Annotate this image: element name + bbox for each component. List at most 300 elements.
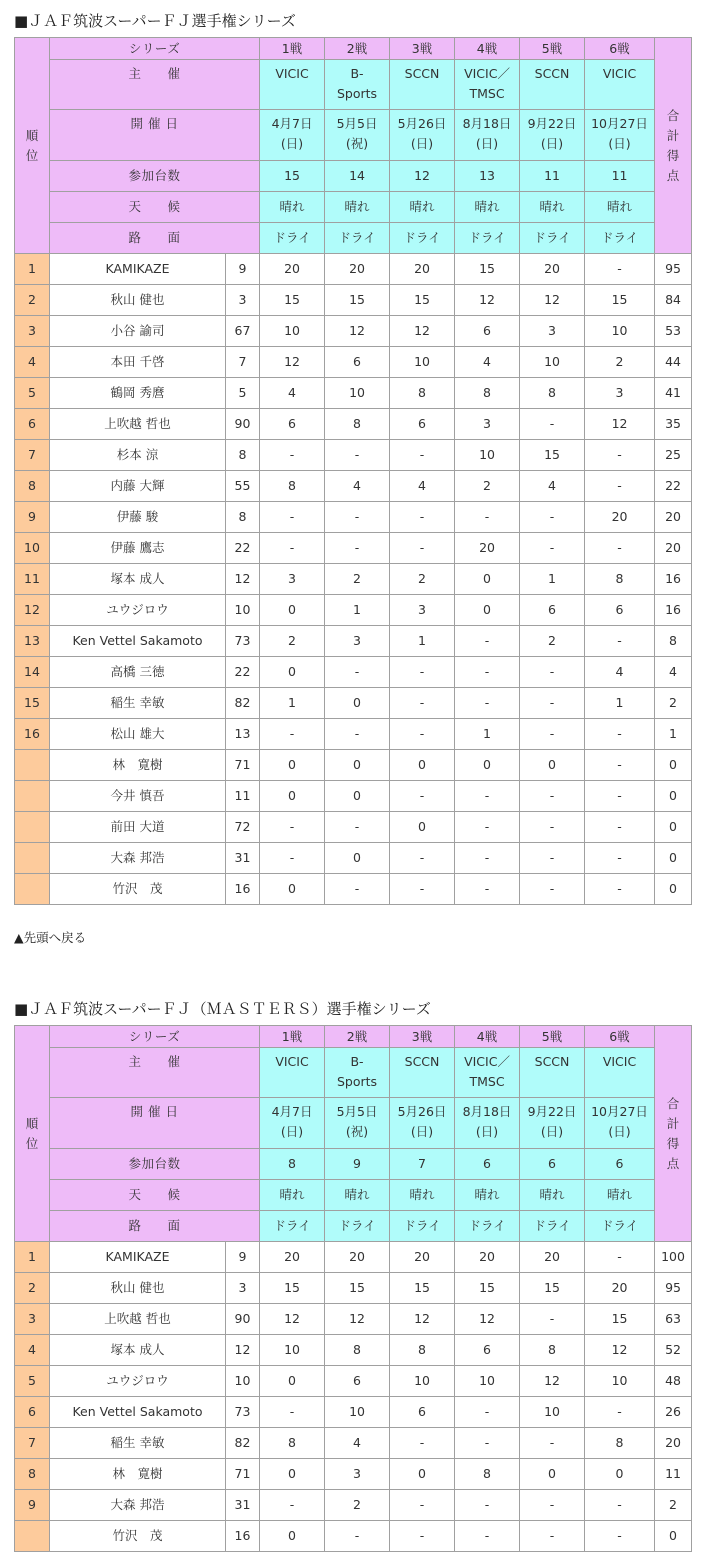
total-points: 48 bbox=[655, 1366, 692, 1397]
total-points: 44 bbox=[655, 347, 692, 378]
round-points: 20 bbox=[390, 1242, 455, 1273]
round-points: - bbox=[520, 1490, 585, 1521]
round-points: 15 bbox=[585, 1304, 655, 1335]
round-points: 10 bbox=[585, 1366, 655, 1397]
round-host bbox=[455, 60, 520, 110]
car-number: 11 bbox=[226, 781, 260, 812]
round-points: 15 bbox=[455, 1273, 520, 1304]
round-points: 0 bbox=[585, 1459, 655, 1490]
round-points: - bbox=[520, 1428, 585, 1459]
round-points: - bbox=[390, 688, 455, 719]
round-points: - bbox=[585, 1490, 655, 1521]
table-row bbox=[15, 409, 692, 440]
round-points: - bbox=[260, 1490, 325, 1521]
round-points: 10 bbox=[520, 347, 585, 378]
cell-line: (日) bbox=[410, 136, 434, 151]
cell-line: B- bbox=[350, 66, 364, 81]
round-points: - bbox=[585, 781, 655, 812]
round-points: 20 bbox=[455, 1242, 520, 1273]
cell-line: TMSC bbox=[469, 86, 505, 101]
round-points: 8 bbox=[520, 1335, 585, 1366]
rank-cell: 9 bbox=[15, 502, 50, 533]
round-points: 0 bbox=[325, 750, 390, 781]
total-points: 11 bbox=[655, 1459, 692, 1490]
round-points: 20 bbox=[585, 1273, 655, 1304]
rank-cell: 2 bbox=[15, 1273, 50, 1304]
table-row bbox=[15, 440, 692, 471]
round-points: 0 bbox=[455, 750, 520, 781]
table-row bbox=[15, 626, 692, 657]
round-points: 4 bbox=[325, 1428, 390, 1459]
round-surface: ドライ bbox=[520, 223, 585, 254]
round-points: 6 bbox=[325, 347, 390, 378]
round-points: - bbox=[325, 719, 390, 750]
round-surface: ドライ bbox=[390, 1211, 455, 1242]
driver-name: 内藤 大輝 bbox=[50, 471, 226, 502]
round-label: 1戦 bbox=[260, 1026, 325, 1048]
cell-line: (日) bbox=[540, 136, 564, 151]
round-points: - bbox=[520, 688, 585, 719]
round-points: 15 bbox=[260, 285, 325, 316]
total-points: 16 bbox=[655, 595, 692, 626]
round-host bbox=[390, 1048, 455, 1098]
cell-line: 9月22日 bbox=[527, 116, 577, 131]
round-surface: ドライ bbox=[260, 1211, 325, 1242]
round-points: - bbox=[455, 688, 520, 719]
round-points: 0 bbox=[520, 1459, 585, 1490]
round-points: 12 bbox=[390, 1304, 455, 1335]
driver-name: 竹沢 茂 bbox=[50, 1521, 226, 1552]
round-points: 20 bbox=[455, 533, 520, 564]
round-points: 1 bbox=[390, 626, 455, 657]
cell-line: 点 bbox=[666, 1155, 680, 1171]
rank-cell: 3 bbox=[15, 1304, 50, 1335]
header-row-entries bbox=[15, 161, 692, 192]
round-points: - bbox=[325, 1521, 390, 1552]
driver-name: 秋山 健也 bbox=[50, 285, 226, 316]
driver-name: 伊藤 鷹志 bbox=[50, 533, 226, 564]
round-points: - bbox=[455, 843, 520, 874]
round-points: 12 bbox=[455, 285, 520, 316]
round-points: - bbox=[455, 812, 520, 843]
round-points: - bbox=[520, 409, 585, 440]
rank-cell: 8 bbox=[15, 1459, 50, 1490]
table-row bbox=[15, 595, 692, 626]
total-points: 20 bbox=[655, 1428, 692, 1459]
host-label: 主 催 bbox=[50, 60, 260, 110]
round-points: 0 bbox=[260, 750, 325, 781]
car-number: 12 bbox=[226, 564, 260, 595]
round-points: - bbox=[325, 440, 390, 471]
total-points: 0 bbox=[655, 874, 692, 905]
round-surface: ドライ bbox=[455, 1211, 520, 1242]
cell-line: 5月26日 bbox=[397, 1104, 447, 1119]
table-row bbox=[15, 1335, 692, 1366]
car-number: 3 bbox=[226, 285, 260, 316]
rank-cell: 15 bbox=[15, 688, 50, 719]
table-row bbox=[15, 254, 692, 285]
table-row bbox=[15, 1273, 692, 1304]
total-points: 1 bbox=[655, 719, 692, 750]
round-points: 0 bbox=[390, 812, 455, 843]
cell-line: 順 bbox=[25, 1115, 39, 1131]
round-points: 10 bbox=[585, 316, 655, 347]
round-points: 1 bbox=[520, 564, 585, 595]
rank-cell bbox=[15, 812, 50, 843]
rank-cell bbox=[15, 1521, 50, 1552]
round-points: - bbox=[520, 657, 585, 688]
round-points: 15 bbox=[325, 1273, 390, 1304]
cell-line: 位 bbox=[25, 147, 39, 163]
cell-line: 計 bbox=[666, 1115, 680, 1131]
cell-line: (日) bbox=[410, 1124, 434, 1139]
round-points: - bbox=[260, 502, 325, 533]
round-weather: 晴れ bbox=[585, 1180, 655, 1211]
round-points: 0 bbox=[260, 1459, 325, 1490]
total-points: 2 bbox=[655, 1490, 692, 1521]
car-number: 7 bbox=[226, 347, 260, 378]
table-row bbox=[15, 502, 692, 533]
round-points: - bbox=[455, 626, 520, 657]
cell-line: 得 bbox=[666, 147, 680, 163]
round-points: 20 bbox=[585, 502, 655, 533]
round-points: 3 bbox=[455, 409, 520, 440]
car-number: 72 bbox=[226, 812, 260, 843]
round-date bbox=[455, 1098, 520, 1149]
round-label: 3戦 bbox=[390, 38, 455, 60]
round-points: - bbox=[585, 812, 655, 843]
round-points: 0 bbox=[260, 781, 325, 812]
driver-name: 大森 邦浩 bbox=[50, 843, 226, 874]
round-points: 0 bbox=[260, 595, 325, 626]
rank-cell: 3 bbox=[15, 316, 50, 347]
round-points: - bbox=[520, 1521, 585, 1552]
round-points: - bbox=[520, 533, 585, 564]
round-points: - bbox=[390, 1490, 455, 1521]
rank-cell: 9 bbox=[15, 1490, 50, 1521]
total-points: 52 bbox=[655, 1335, 692, 1366]
cell-line: (日) bbox=[608, 1124, 631, 1139]
round-points: 10 bbox=[455, 440, 520, 471]
total-points: 100 bbox=[655, 1242, 692, 1273]
round-surface: ドライ bbox=[325, 223, 390, 254]
driver-name: 稲生 幸敏 bbox=[50, 688, 226, 719]
header-row-host bbox=[15, 1048, 692, 1098]
driver-name: KAMIKAZE bbox=[50, 1242, 226, 1273]
round-entries: 13 bbox=[455, 161, 520, 192]
round-host bbox=[520, 1048, 585, 1098]
round-host bbox=[325, 60, 390, 110]
round-points: - bbox=[260, 843, 325, 874]
round-entries: 15 bbox=[260, 161, 325, 192]
cell-line: 合 bbox=[666, 107, 680, 123]
car-number: 82 bbox=[226, 1428, 260, 1459]
round-date bbox=[455, 110, 520, 161]
rank-cell: 6 bbox=[15, 409, 50, 440]
round-points: 4 bbox=[585, 657, 655, 688]
rank-cell: 5 bbox=[15, 1366, 50, 1397]
round-date bbox=[585, 110, 655, 161]
round-points: 4 bbox=[390, 471, 455, 502]
round-label: 6戦 bbox=[585, 1026, 655, 1048]
cell-line: (日) bbox=[540, 1124, 564, 1139]
round-points: 1 bbox=[325, 595, 390, 626]
table-row bbox=[15, 471, 692, 502]
round-points: - bbox=[455, 1428, 520, 1459]
round-points: 6 bbox=[390, 1397, 455, 1428]
rank-cell: 16 bbox=[15, 719, 50, 750]
cell-line: SCCN bbox=[534, 66, 570, 81]
round-points: 0 bbox=[520, 750, 585, 781]
date-label: 開 催 日 bbox=[50, 1098, 260, 1149]
total-points: 0 bbox=[655, 750, 692, 781]
cell-line: SCCN bbox=[534, 1054, 570, 1069]
round-entries: 6 bbox=[455, 1149, 520, 1180]
car-number: 9 bbox=[226, 254, 260, 285]
round-points: 0 bbox=[325, 843, 390, 874]
total-points: 8 bbox=[655, 626, 692, 657]
round-points: - bbox=[260, 1397, 325, 1428]
rank-cell: 6 bbox=[15, 1397, 50, 1428]
round-points: 6 bbox=[260, 409, 325, 440]
cell-line: (日) bbox=[608, 136, 631, 151]
round-date bbox=[520, 110, 585, 161]
driver-name: 今井 慎吾 bbox=[50, 781, 226, 812]
round-points: - bbox=[390, 657, 455, 688]
round-points: 12 bbox=[585, 409, 655, 440]
rank-cell: 13 bbox=[15, 626, 50, 657]
round-points: - bbox=[390, 440, 455, 471]
table-row bbox=[15, 750, 692, 781]
cell-line: 位 bbox=[25, 1135, 39, 1151]
weather-label: 天 候 bbox=[50, 1180, 260, 1211]
rank-cell bbox=[15, 874, 50, 905]
round-points: - bbox=[520, 502, 585, 533]
car-number: 31 bbox=[226, 843, 260, 874]
rank-cell: 2 bbox=[15, 285, 50, 316]
rank-cell: 4 bbox=[15, 347, 50, 378]
round-points: - bbox=[260, 812, 325, 843]
car-number: 16 bbox=[226, 874, 260, 905]
total-points: 0 bbox=[655, 812, 692, 843]
rank-cell: 7 bbox=[15, 1428, 50, 1459]
round-points: 12 bbox=[455, 1304, 520, 1335]
driver-name: 竹沢 茂 bbox=[50, 874, 226, 905]
car-number: 3 bbox=[226, 1273, 260, 1304]
round-surface: ドライ bbox=[585, 1211, 655, 1242]
car-number: 73 bbox=[226, 1397, 260, 1428]
table-row bbox=[15, 843, 692, 874]
round-points: 0 bbox=[260, 657, 325, 688]
round-points: 2 bbox=[325, 1490, 390, 1521]
round-points: 4 bbox=[260, 378, 325, 409]
round-points: 0 bbox=[390, 1459, 455, 1490]
cell-line: 合 bbox=[666, 1095, 680, 1111]
round-host bbox=[260, 1048, 325, 1098]
driver-name: Ken Vettel Sakamoto bbox=[50, 626, 226, 657]
round-label: 4戦 bbox=[455, 1026, 520, 1048]
round-points: - bbox=[520, 812, 585, 843]
rank-cell: 11 bbox=[15, 564, 50, 595]
round-weather: 晴れ bbox=[455, 1180, 520, 1211]
rank-cell: 8 bbox=[15, 471, 50, 502]
round-label: 4戦 bbox=[455, 38, 520, 60]
round-host bbox=[585, 1048, 655, 1098]
round-points: 3 bbox=[325, 1459, 390, 1490]
total-header bbox=[655, 38, 692, 254]
round-points: 2 bbox=[455, 471, 520, 502]
cell-line: (日) bbox=[475, 1124, 499, 1139]
round-points: 8 bbox=[585, 564, 655, 595]
car-number: 8 bbox=[226, 440, 260, 471]
round-date bbox=[390, 1098, 455, 1149]
car-number: 8 bbox=[226, 502, 260, 533]
total-points: 26 bbox=[655, 1397, 692, 1428]
car-number: 13 bbox=[226, 719, 260, 750]
header-row-surface bbox=[15, 223, 692, 254]
round-points: 2 bbox=[585, 347, 655, 378]
round-entries: 11 bbox=[520, 161, 585, 192]
round-points: 10 bbox=[390, 1366, 455, 1397]
car-number: 67 bbox=[226, 316, 260, 347]
cell-line: 10月27日 bbox=[591, 1104, 648, 1119]
total-points: 84 bbox=[655, 285, 692, 316]
weather-label: 天 候 bbox=[50, 192, 260, 223]
round-points: 8 bbox=[520, 378, 585, 409]
round-points: 12 bbox=[520, 1366, 585, 1397]
total-points: 25 bbox=[655, 440, 692, 471]
rank-cell bbox=[15, 781, 50, 812]
car-number: 71 bbox=[226, 750, 260, 781]
car-number: 22 bbox=[226, 657, 260, 688]
round-points: 10 bbox=[260, 1335, 325, 1366]
round-host bbox=[455, 1048, 520, 1098]
round-points: - bbox=[585, 1397, 655, 1428]
total-points: 2 bbox=[655, 688, 692, 719]
round-points: 15 bbox=[455, 254, 520, 285]
cell-line: 4月7日 bbox=[271, 116, 313, 131]
round-points: 0 bbox=[325, 781, 390, 812]
total-points: 20 bbox=[655, 502, 692, 533]
round-entries: 6 bbox=[520, 1149, 585, 1180]
round-points: 8 bbox=[260, 1428, 325, 1459]
driver-name: 上吹越 哲也 bbox=[50, 1304, 226, 1335]
cell-line: VICIC bbox=[275, 1054, 309, 1069]
round-label: 3戦 bbox=[390, 1026, 455, 1048]
round-points: 0 bbox=[390, 750, 455, 781]
entries-label: 参加台数 bbox=[50, 1149, 260, 1180]
total-points: 53 bbox=[655, 316, 692, 347]
table-row bbox=[15, 564, 692, 595]
total-points: 35 bbox=[655, 409, 692, 440]
round-points: 12 bbox=[260, 1304, 325, 1335]
rank-cell: 1 bbox=[15, 1242, 50, 1273]
total-points: 22 bbox=[655, 471, 692, 502]
cell-line: 5月5日 bbox=[336, 1104, 378, 1119]
round-points: 3 bbox=[325, 626, 390, 657]
cell-line: 9月22日 bbox=[527, 1104, 577, 1119]
round-points: 12 bbox=[520, 285, 585, 316]
round-points: - bbox=[390, 874, 455, 905]
table-row bbox=[15, 688, 692, 719]
total-points: 95 bbox=[655, 1273, 692, 1304]
table-row bbox=[15, 657, 692, 688]
round-points: - bbox=[585, 1242, 655, 1273]
total-points: 95 bbox=[655, 254, 692, 285]
round-weather: 晴れ bbox=[455, 192, 520, 223]
cell-line: VICIC／ bbox=[464, 1054, 510, 1069]
total-points: 63 bbox=[655, 1304, 692, 1335]
total-points: 16 bbox=[655, 564, 692, 595]
round-points: 15 bbox=[520, 440, 585, 471]
round-surface: ドライ bbox=[585, 223, 655, 254]
driver-name: 上吹越 哲也 bbox=[50, 409, 226, 440]
round-entries: 7 bbox=[390, 1149, 455, 1180]
driver-name: Ken Vettel Sakamoto bbox=[50, 1397, 226, 1428]
round-points: - bbox=[390, 781, 455, 812]
rank-cell bbox=[15, 843, 50, 874]
round-points: 1 bbox=[585, 688, 655, 719]
driver-name: 塚本 成人 bbox=[50, 1335, 226, 1366]
back-to-top-link[interactable]: ▲先頭へ戻る bbox=[14, 930, 87, 945]
rank-cell: 5 bbox=[15, 378, 50, 409]
round-points: - bbox=[455, 1521, 520, 1552]
rank-cell: 10 bbox=[15, 533, 50, 564]
date-label: 開 催 日 bbox=[50, 110, 260, 161]
round-points: 15 bbox=[325, 285, 390, 316]
series-label: シリーズ bbox=[50, 1026, 260, 1048]
round-points: - bbox=[325, 812, 390, 843]
header-row-surface bbox=[15, 1211, 692, 1242]
round-points: 8 bbox=[390, 378, 455, 409]
round-date bbox=[260, 110, 325, 161]
round-points: 10 bbox=[390, 347, 455, 378]
round-entries: 14 bbox=[325, 161, 390, 192]
round-points: - bbox=[455, 657, 520, 688]
rank-cell: 12 bbox=[15, 595, 50, 626]
round-points: 20 bbox=[260, 254, 325, 285]
round-points: - bbox=[325, 874, 390, 905]
table-row bbox=[15, 1304, 692, 1335]
cell-line: VICIC bbox=[602, 66, 637, 81]
table-row bbox=[15, 781, 692, 812]
round-entries: 6 bbox=[585, 1149, 655, 1180]
host-label: 主 催 bbox=[50, 1048, 260, 1098]
driver-name: 鶴岡 秀麿 bbox=[50, 378, 226, 409]
driver-name: ユウジロウ bbox=[50, 1366, 226, 1397]
cell-line: 8月18日 bbox=[462, 116, 512, 131]
round-weather: 晴れ bbox=[390, 1180, 455, 1211]
total-points: 20 bbox=[655, 533, 692, 564]
round-label: 5戦 bbox=[520, 38, 585, 60]
round-points: 4 bbox=[520, 471, 585, 502]
cell-line: (日) bbox=[475, 136, 499, 151]
car-number: 12 bbox=[226, 1335, 260, 1366]
car-number: 73 bbox=[226, 626, 260, 657]
cell-line: 順 bbox=[25, 127, 39, 143]
driver-name: KAMIKAZE bbox=[50, 254, 226, 285]
table-row bbox=[15, 1366, 692, 1397]
car-number: 10 bbox=[226, 1366, 260, 1397]
round-points: 0 bbox=[260, 1366, 325, 1397]
rank-cell: 1 bbox=[15, 254, 50, 285]
table-row bbox=[15, 378, 692, 409]
rank-cell: 14 bbox=[15, 657, 50, 688]
round-label: 5戦 bbox=[520, 1026, 585, 1048]
round-points: - bbox=[585, 719, 655, 750]
round-points: - bbox=[585, 874, 655, 905]
round-points: 20 bbox=[325, 254, 390, 285]
